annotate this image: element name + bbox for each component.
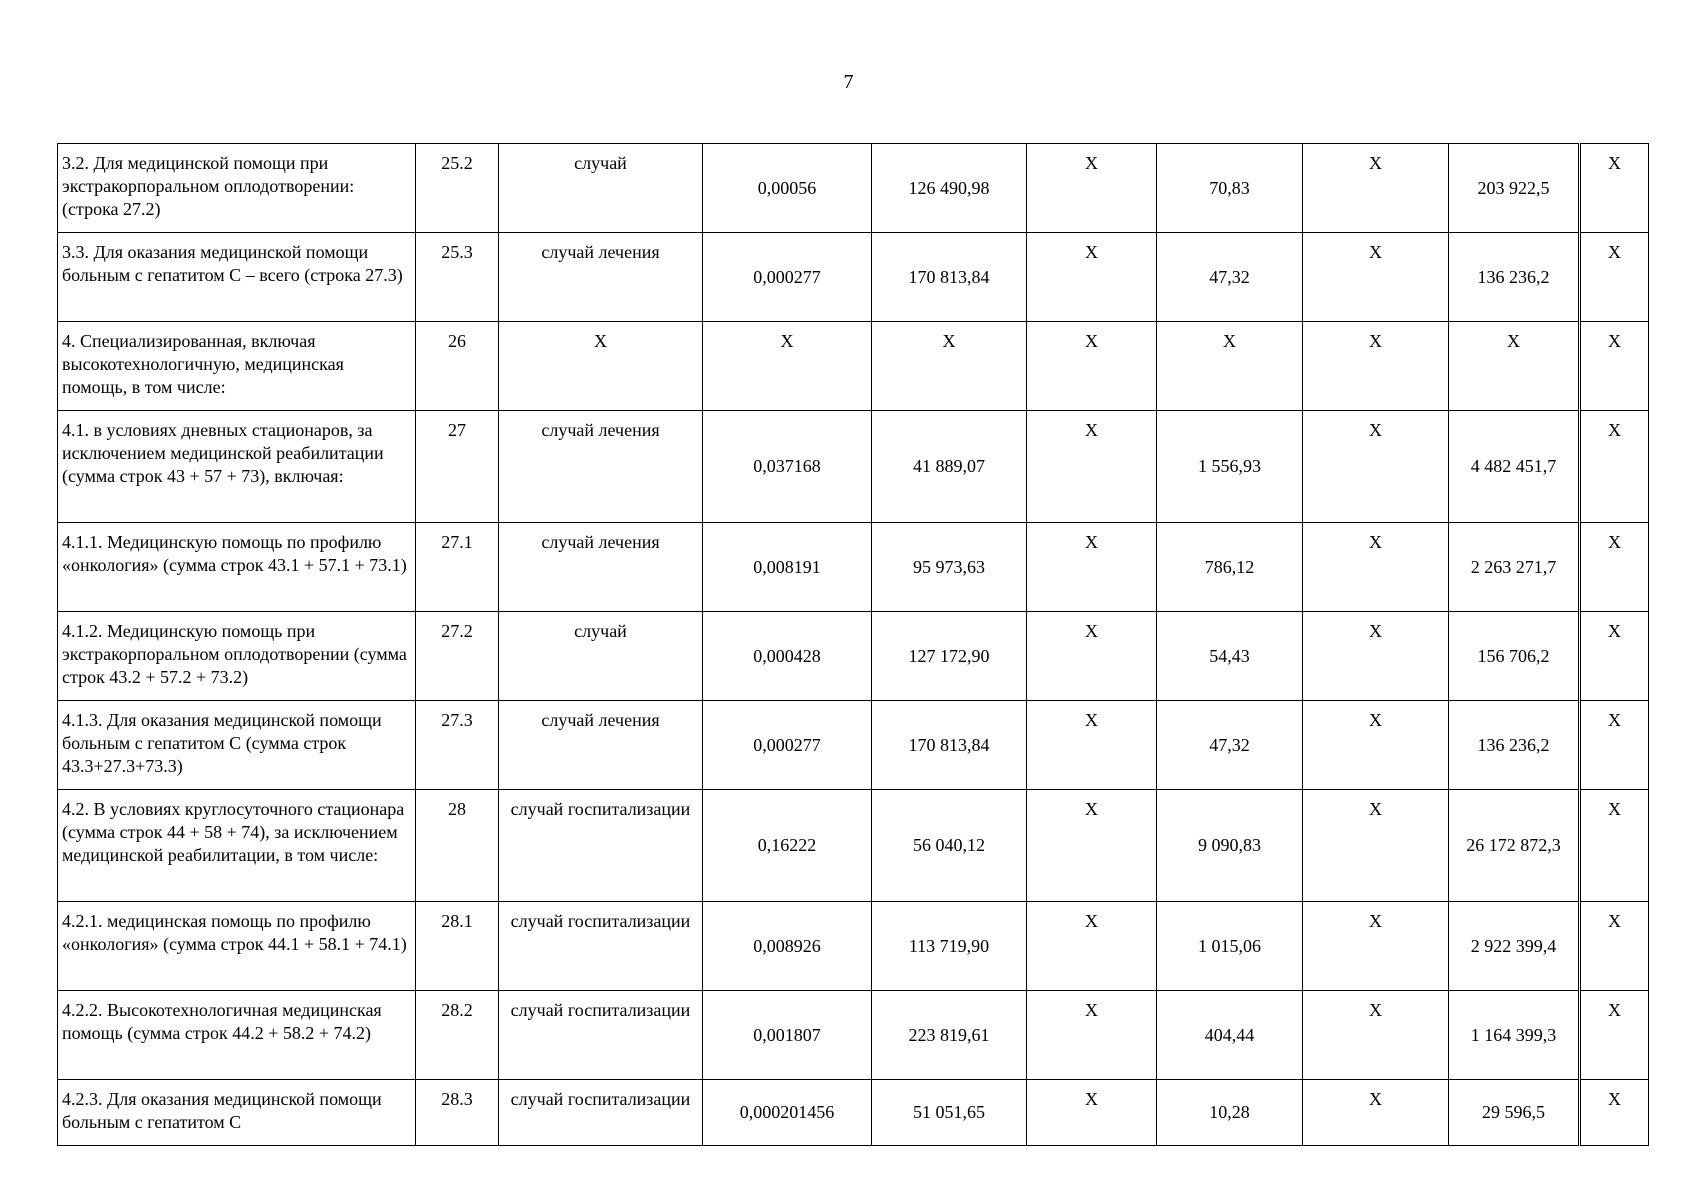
table-row bbox=[58, 322, 1649, 411]
row-total-text: 26 172 872,3 bbox=[1466, 835, 1561, 855]
row-volume-text: 0,001807 bbox=[753, 1024, 821, 1045]
row-name-text: 4.2. В условиях круглосуточного стационара (сумма строк 44 + 58 + 74), за исключением медицинской реабилитации, в том числе: bbox=[62, 799, 405, 865]
row-x-mark bbox=[1027, 701, 1157, 790]
row-total bbox=[1449, 612, 1579, 701]
row-cost bbox=[872, 991, 1027, 1080]
row-name-text: 4. Специализированная, включая высокотехнологичную, медицинская помощь, в том числе: bbox=[62, 331, 344, 397]
table-row bbox=[58, 233, 1649, 322]
row-x-mark bbox=[1581, 701, 1649, 790]
row-line-number bbox=[416, 612, 499, 701]
row-x-mark-text: Х bbox=[1369, 331, 1382, 351]
row-unit-text: случай bbox=[574, 153, 627, 173]
row-unit bbox=[499, 612, 703, 701]
row-x-mark bbox=[1027, 411, 1157, 523]
row-x-mark bbox=[1581, 902, 1649, 991]
row-line-number-text: 25.2 bbox=[441, 153, 473, 173]
row-unit-text: Х bbox=[594, 331, 607, 351]
row-unit-text: случай госпитализации bbox=[510, 1000, 691, 1020]
row-x-mark bbox=[1027, 322, 1157, 411]
row-total bbox=[1449, 991, 1579, 1080]
row-x-mark-text: Х bbox=[1369, 532, 1382, 552]
row-total-text: 2 922 399,4 bbox=[1470, 935, 1557, 956]
row-x-mark-text: Х bbox=[1608, 911, 1621, 931]
row-unit bbox=[499, 902, 703, 991]
row-unit bbox=[499, 144, 703, 233]
row-volume bbox=[703, 612, 872, 701]
row-unit-text: случай госпитализации bbox=[510, 799, 691, 819]
row-volume-text: 0,000201456 bbox=[739, 1102, 835, 1122]
row-cost bbox=[872, 612, 1027, 701]
row-x-mark-text: Х bbox=[1085, 532, 1098, 552]
row-cost bbox=[872, 701, 1027, 790]
row-x-mark bbox=[1581, 991, 1649, 1080]
row-x-mark-text: Х bbox=[1608, 532, 1621, 552]
row-line-number-text: 27.1 bbox=[441, 532, 473, 552]
row-name bbox=[58, 991, 416, 1080]
row-x-mark-text: Х bbox=[1608, 799, 1621, 819]
row-volume-text: Х bbox=[780, 331, 794, 351]
row-x-mark bbox=[1027, 612, 1157, 701]
row-x-mark-text: Х bbox=[1369, 153, 1382, 173]
row-volume bbox=[703, 144, 872, 233]
row-total bbox=[1449, 322, 1579, 411]
row-x-mark-text: Х bbox=[1608, 153, 1621, 173]
row-line-number-text: 28.1 bbox=[441, 911, 473, 931]
row-name-text: 4.1.1. Медицинскую помощь по профилю «онкология» (сумма строк 43.1 + 57.1 + 73.1) bbox=[62, 532, 407, 575]
row-line-number bbox=[416, 701, 499, 790]
table-row bbox=[58, 701, 1649, 790]
row-per-capita bbox=[1157, 144, 1303, 233]
row-name bbox=[58, 1080, 416, 1146]
row-total bbox=[1449, 523, 1579, 612]
row-total bbox=[1449, 233, 1579, 322]
row-total-text: 136 236,2 bbox=[1477, 734, 1550, 755]
row-cost bbox=[872, 1080, 1027, 1146]
row-unit bbox=[499, 701, 703, 790]
row-unit-text: случай лечения bbox=[541, 532, 660, 552]
row-line-number bbox=[416, 1080, 499, 1146]
row-line-number-text: 27.3 bbox=[441, 710, 473, 730]
row-cost bbox=[872, 144, 1027, 233]
row-per-capita bbox=[1157, 991, 1303, 1080]
row-total-text: Х bbox=[1507, 331, 1520, 351]
row-total-text: 2 263 271,7 bbox=[1470, 556, 1557, 577]
row-line-number-text: 27 bbox=[448, 420, 466, 440]
row-x-mark bbox=[1303, 411, 1449, 523]
row-cost-text: 51 051,65 bbox=[913, 1102, 985, 1122]
row-x-mark bbox=[1581, 411, 1649, 523]
row-cost bbox=[872, 322, 1027, 411]
row-x-mark bbox=[1027, 991, 1157, 1080]
row-x-mark bbox=[1027, 144, 1157, 233]
row-x-mark-text: Х bbox=[1608, 1089, 1621, 1109]
row-per-capita-text: 1 556,93 bbox=[1198, 456, 1261, 476]
row-volume-text: 0,000277 bbox=[753, 266, 821, 287]
row-total-text: 136 236,2 bbox=[1477, 266, 1550, 287]
row-cost-text: 223 819,61 bbox=[908, 1024, 990, 1045]
row-x-mark-text: Х bbox=[1608, 621, 1621, 641]
row-x-mark bbox=[1303, 902, 1449, 991]
row-name-text: 4.1.3. Для оказания медицинской помощи больным с гепатитом С (сумма строк 43.3+27.3+73.3) bbox=[62, 710, 382, 776]
row-volume bbox=[703, 322, 872, 411]
row-x-mark-text: Х bbox=[1608, 420, 1621, 440]
row-cost-text: 56 040,12 bbox=[913, 835, 985, 855]
table-row bbox=[58, 1080, 1649, 1146]
row-x-mark-text: Х bbox=[1085, 911, 1098, 931]
row-cost-text: 126 490,98 bbox=[908, 177, 990, 198]
row-unit-text: случай лечения bbox=[541, 420, 660, 440]
row-cost-text: 170 813,84 bbox=[908, 734, 990, 755]
row-x-mark bbox=[1581, 523, 1649, 612]
row-total-text: 203 922,5 bbox=[1477, 177, 1550, 198]
row-x-mark-text: Х bbox=[1369, 621, 1382, 641]
row-x-mark-text: Х bbox=[1608, 331, 1621, 351]
row-volume bbox=[703, 902, 872, 991]
row-line-number bbox=[416, 523, 499, 612]
row-x-mark-text: Х bbox=[1369, 710, 1382, 730]
row-x-mark bbox=[1027, 790, 1157, 902]
table-row bbox=[58, 991, 1649, 1080]
row-name bbox=[58, 322, 416, 411]
row-per-capita bbox=[1157, 612, 1303, 701]
row-per-capita-text: 9 090,83 bbox=[1198, 835, 1261, 855]
row-x-mark-text: Х bbox=[1369, 799, 1382, 819]
row-x-mark bbox=[1303, 991, 1449, 1080]
row-volume-text: 0,037168 bbox=[753, 456, 821, 476]
row-x-mark bbox=[1027, 233, 1157, 322]
row-unit bbox=[499, 523, 703, 612]
row-unit bbox=[499, 411, 703, 523]
row-total-text: 156 706,2 bbox=[1477, 645, 1550, 666]
row-volume bbox=[703, 790, 872, 902]
row-per-capita-text: Х bbox=[1223, 331, 1236, 351]
row-x-mark bbox=[1303, 523, 1449, 612]
row-cost-text: 113 719,90 bbox=[908, 935, 990, 956]
row-x-mark-text: Х bbox=[1369, 1089, 1382, 1109]
row-volume bbox=[703, 411, 872, 523]
row-x-mark-text: Х bbox=[1085, 621, 1098, 641]
row-volume-text: 0,00056 bbox=[757, 177, 817, 198]
row-per-capita-text: 47,32 bbox=[1209, 734, 1250, 755]
row-total bbox=[1449, 144, 1579, 233]
row-x-mark bbox=[1303, 701, 1449, 790]
row-x-mark bbox=[1303, 790, 1449, 902]
table-row bbox=[58, 144, 1649, 233]
row-line-number bbox=[416, 411, 499, 523]
row-total bbox=[1449, 701, 1579, 790]
row-unit-text: случай лечения bbox=[541, 242, 660, 262]
row-cost-text: 127 172,90 bbox=[908, 645, 990, 666]
row-total bbox=[1449, 790, 1579, 902]
row-name-text: 4.1. в условиях дневных стационаров, за исключением медицинской реабилитации (сумма строк 43 + 57 + 73), включая: bbox=[62, 420, 384, 486]
row-x-mark bbox=[1027, 523, 1157, 612]
row-per-capita-text: 10,28 bbox=[1209, 1102, 1250, 1122]
row-volume bbox=[703, 523, 872, 612]
row-line-number-text: 25.3 bbox=[441, 242, 473, 262]
row-x-mark bbox=[1303, 144, 1449, 233]
row-per-capita bbox=[1157, 701, 1303, 790]
row-unit-text: случай госпитализации bbox=[510, 1089, 691, 1109]
row-name bbox=[58, 144, 416, 233]
row-per-capita bbox=[1157, 902, 1303, 991]
row-total bbox=[1449, 902, 1579, 991]
table-row bbox=[58, 902, 1649, 991]
table-row bbox=[58, 523, 1649, 612]
row-name-text: 4.2.2. Высокотехнологичная медицинская помощь (сумма строк 44.2 + 58.2 + 74.2) bbox=[62, 1000, 382, 1043]
row-x-mark bbox=[1027, 902, 1157, 991]
row-line-number bbox=[416, 902, 499, 991]
row-per-capita bbox=[1157, 322, 1303, 411]
row-line-number bbox=[416, 991, 499, 1080]
row-unit bbox=[499, 322, 703, 411]
data-table bbox=[57, 143, 1649, 1146]
row-unit-text: случай bbox=[574, 621, 627, 641]
table-row bbox=[58, 790, 1649, 902]
row-x-mark bbox=[1581, 322, 1649, 411]
row-unit bbox=[499, 991, 703, 1080]
row-x-mark-text: Х bbox=[1608, 710, 1621, 730]
row-volume bbox=[703, 991, 872, 1080]
row-per-capita-text: 54,43 bbox=[1209, 645, 1250, 666]
row-name-text: 4.2.3. Для оказания медицинской помощи больным с гепатитом С bbox=[62, 1089, 382, 1132]
row-per-capita-text: 70,83 bbox=[1209, 177, 1250, 198]
row-volume-text: 0,000277 bbox=[753, 734, 821, 755]
row-x-mark-text: Х bbox=[1608, 1000, 1621, 1020]
row-x-mark-text: Х bbox=[1085, 153, 1098, 173]
row-per-capita-text: 404,44 bbox=[1204, 1024, 1255, 1045]
row-cost bbox=[872, 523, 1027, 612]
row-volume bbox=[703, 701, 872, 790]
row-name bbox=[58, 701, 416, 790]
row-x-mark-text: Х bbox=[1085, 420, 1098, 440]
row-x-mark bbox=[1581, 144, 1649, 233]
row-name bbox=[58, 411, 416, 523]
row-volume-text: 0,008191 bbox=[753, 556, 821, 577]
row-x-mark bbox=[1581, 233, 1649, 322]
row-x-mark-text: Х bbox=[1608, 242, 1621, 262]
row-line-number bbox=[416, 233, 499, 322]
row-x-mark-text: Х bbox=[1085, 799, 1098, 819]
row-x-mark bbox=[1581, 790, 1649, 902]
row-x-mark-text: Х bbox=[1369, 420, 1382, 440]
row-total bbox=[1449, 411, 1579, 523]
row-line-number bbox=[416, 790, 499, 902]
row-name bbox=[58, 790, 416, 902]
row-x-mark-text: Х bbox=[1369, 911, 1382, 931]
row-per-capita bbox=[1157, 411, 1303, 523]
row-x-mark bbox=[1581, 1080, 1649, 1146]
row-x-mark-text: Х bbox=[1085, 242, 1098, 262]
row-per-capita bbox=[1157, 1080, 1303, 1146]
row-cost-text: Х bbox=[942, 331, 956, 351]
row-x-mark-text: Х bbox=[1085, 710, 1098, 730]
row-volume-text: 0,000428 bbox=[753, 645, 821, 666]
row-line-number-text: 28.2 bbox=[441, 1000, 473, 1020]
row-line-number-text: 26 bbox=[448, 331, 466, 351]
row-x-mark-text: Х bbox=[1085, 331, 1098, 351]
row-x-mark bbox=[1303, 322, 1449, 411]
row-per-capita-text: 1 015,06 bbox=[1198, 935, 1261, 956]
row-name bbox=[58, 523, 416, 612]
row-line-number-text: 28 bbox=[448, 799, 466, 819]
row-unit bbox=[499, 1080, 703, 1146]
row-unit-text: случай госпитализации bbox=[510, 911, 691, 931]
row-unit bbox=[499, 233, 703, 322]
row-total-text: 29 596,5 bbox=[1482, 1102, 1545, 1122]
row-cost bbox=[872, 233, 1027, 322]
row-volume-text: 0,008926 bbox=[753, 935, 821, 956]
row-volume bbox=[703, 1080, 872, 1146]
row-unit bbox=[499, 790, 703, 902]
row-per-capita bbox=[1157, 790, 1303, 902]
row-name-text: 3.2. Для медицинской помощи при экстракорпоральном оплодотворении: (строка 27.2) bbox=[62, 153, 355, 219]
table-row bbox=[58, 411, 1649, 523]
table-row bbox=[58, 612, 1649, 701]
row-line-number-text: 28.3 bbox=[441, 1089, 473, 1109]
row-x-mark bbox=[1027, 1080, 1157, 1146]
row-cost-text: 95 973,63 bbox=[913, 556, 985, 577]
row-x-mark-text: Х bbox=[1369, 1000, 1382, 1020]
row-cost bbox=[872, 411, 1027, 523]
row-cost-text: 170 813,84 bbox=[908, 266, 990, 287]
row-x-mark-text: Х bbox=[1085, 1000, 1098, 1020]
row-name-text: 3.3. Для оказания медицинской помощи больным с гепатитом С – всего (строка 27.3) bbox=[62, 242, 403, 285]
row-volume bbox=[703, 233, 872, 322]
row-name-text: 4.1.2. Медицинскую помощь при экстракорпоральном оплодотворении (сумма строк 43.2 + 57.2 + 73.2) bbox=[62, 621, 407, 687]
row-unit-text: случай лечения bbox=[541, 710, 660, 730]
page-number: 7 bbox=[843, 71, 854, 93]
row-name bbox=[58, 233, 416, 322]
row-per-capita-text: 786,12 bbox=[1204, 556, 1255, 577]
row-per-capita bbox=[1157, 523, 1303, 612]
row-line-number bbox=[416, 322, 499, 411]
row-total bbox=[1449, 1080, 1579, 1146]
row-per-capita bbox=[1157, 233, 1303, 322]
row-total-text: 1 164 399,3 bbox=[1470, 1024, 1557, 1045]
row-x-mark bbox=[1303, 233, 1449, 322]
row-line-number bbox=[416, 144, 499, 233]
row-name bbox=[58, 902, 416, 991]
row-name bbox=[58, 612, 416, 701]
row-volume-text: 0,16222 bbox=[757, 835, 817, 855]
row-name-text: 4.2.1. медицинская помощь по профилю «онкология» (сумма строк 44.1 + 58.1 + 74.1) bbox=[62, 911, 407, 954]
row-x-mark bbox=[1303, 612, 1449, 701]
row-per-capita-text: 47,32 bbox=[1209, 266, 1250, 287]
row-x-mark bbox=[1303, 1080, 1449, 1146]
row-total-text: 4 482 451,7 bbox=[1470, 456, 1557, 476]
row-x-mark bbox=[1581, 612, 1649, 701]
row-x-mark-text: Х bbox=[1085, 1089, 1098, 1109]
row-cost bbox=[872, 902, 1027, 991]
row-x-mark-text: Х bbox=[1369, 242, 1382, 262]
row-line-number-text: 27.2 bbox=[441, 621, 473, 641]
row-cost bbox=[872, 790, 1027, 902]
row-cost-text: 41 889,07 bbox=[913, 456, 985, 476]
